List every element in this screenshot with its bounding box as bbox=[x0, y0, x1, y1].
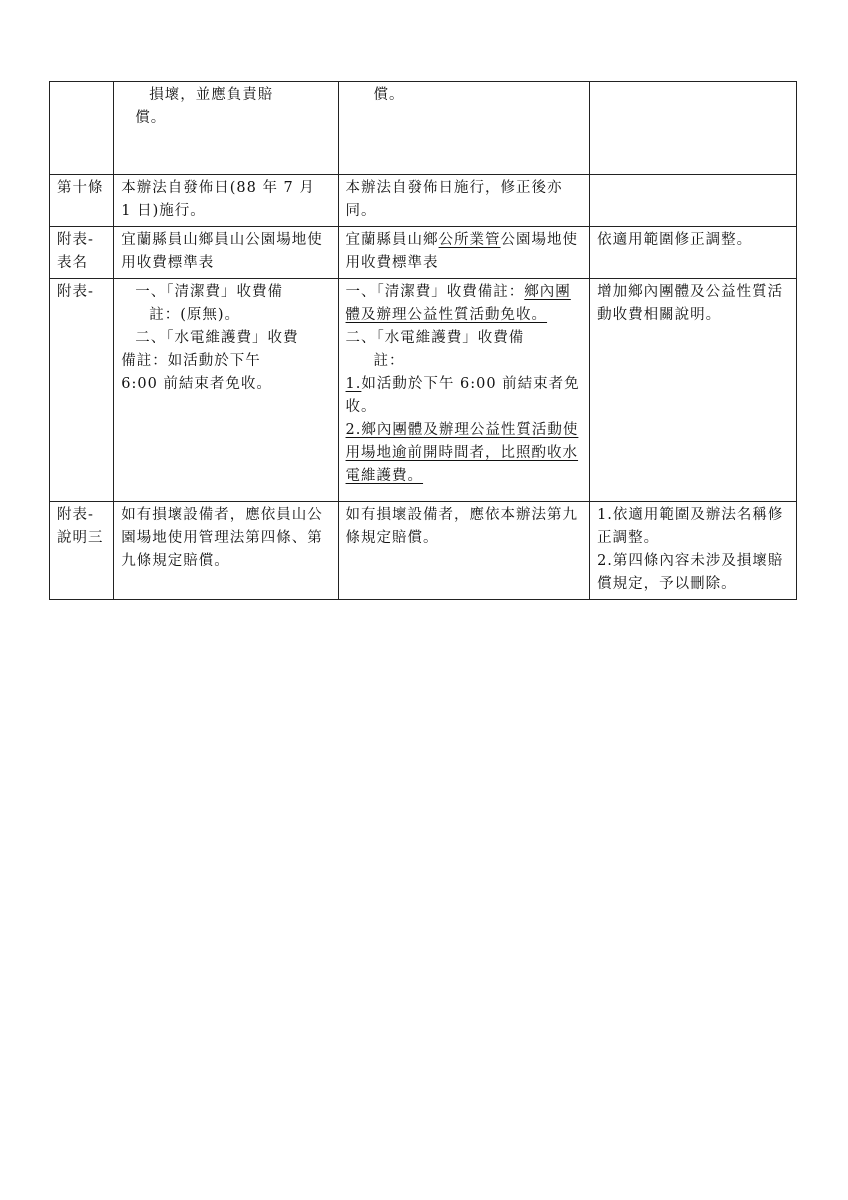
amended-text-pre: 宜蘭縣員山鄉 bbox=[345, 232, 439, 248]
article-cell bbox=[50, 82, 114, 175]
original-text-line: 6:00 前結束者免收。 bbox=[121, 376, 272, 392]
original-text-line: 二、「水電維護費」收費 bbox=[135, 330, 299, 346]
amended-item-1-prefix: 一、「清潔費」收費備註： bbox=[345, 284, 525, 300]
table-row bbox=[50, 175, 797, 227]
explanation-cell bbox=[590, 227, 797, 279]
original-text-line: 註：(原無)。 bbox=[149, 307, 241, 323]
amended-cell bbox=[338, 502, 590, 600]
original-cell bbox=[114, 279, 338, 502]
explanation-cell bbox=[590, 175, 797, 227]
amended-sub-1 bbox=[346, 373, 583, 419]
explanation-cell bbox=[590, 502, 797, 600]
original-cell bbox=[114, 227, 338, 279]
amended-cell bbox=[338, 279, 590, 502]
amended-sub-1-number: 1. bbox=[345, 376, 362, 392]
explanation-cell bbox=[590, 279, 797, 502]
original-text-line: 備註：如活動於下午 bbox=[121, 353, 261, 369]
amended-cell bbox=[338, 175, 590, 227]
article-cell bbox=[50, 175, 114, 227]
comparison-table bbox=[49, 81, 797, 600]
original-text: 宜蘭縣員山鄉員山公園場地使用收費標準表 bbox=[121, 232, 323, 271]
explanation-cell bbox=[590, 82, 797, 175]
original-cell bbox=[114, 175, 338, 227]
table-row bbox=[50, 227, 797, 279]
amended-item-1 bbox=[346, 281, 583, 327]
amended-cell bbox=[338, 82, 590, 175]
article-cell bbox=[50, 227, 114, 279]
original-text: 本辦法自發佈日(88 年 7 月 1 日)施行。 bbox=[121, 180, 315, 219]
amended-text-underlined: 公所業管 bbox=[438, 232, 501, 248]
amended-cell bbox=[338, 227, 590, 279]
amended-text: 如有損壞設備者，應依本辦法第九條規定賠償。 bbox=[345, 507, 579, 546]
amended-text-post: 公園場地使用收費標準表 bbox=[345, 232, 579, 271]
amended-item-2-line: 註： bbox=[373, 353, 405, 369]
explanation-text: 增加鄉內團體及公益性質活動收費相關說明。 bbox=[597, 284, 784, 323]
article-label: 附表-說明三 bbox=[57, 507, 104, 546]
amended-text: 償。 bbox=[373, 87, 405, 103]
original-cell bbox=[114, 82, 338, 175]
amended-item-2-line: 二、「水電維護費」收費備 bbox=[345, 330, 525, 346]
amended-sub-2: 2.鄉內團體及辦理公益性質活動使用場地逾前開時間者，比照酌收水電維護費。 bbox=[345, 422, 579, 484]
article-cell bbox=[50, 279, 114, 502]
original-text-line: 償。 bbox=[135, 110, 167, 126]
original-text-line: 一、「清潔費」收費備 bbox=[135, 284, 283, 300]
table-row bbox=[50, 82, 797, 175]
explanation-item: 2.第四條內容未涉及損壞賠償規定，予以刪除。 bbox=[597, 553, 784, 592]
article-label: 附表- bbox=[57, 284, 94, 300]
table-row bbox=[50, 279, 797, 502]
table-row bbox=[50, 502, 797, 600]
amended-item-1-underlined: 鄉內團體及辦理公益性質活動免收。 bbox=[345, 284, 571, 323]
amended-sub-1-text: 如活動於下午 6:00 前結束者免收。 bbox=[345, 376, 580, 415]
amended-text: 本辦法自發佈日施行，修正後亦同。 bbox=[345, 180, 563, 219]
explanation-text: 依適用範圍修正調整。 bbox=[597, 232, 753, 248]
article-cell bbox=[50, 502, 114, 600]
article-label: 附表-表名 bbox=[57, 232, 94, 271]
explanation-item: 1.依適用範圍及辦法名稱修正調整。 bbox=[597, 507, 784, 546]
original-text-line: 損壞，並應負責賠 bbox=[149, 87, 274, 103]
original-text: 如有損壞設備者，應依員山公園場地使用管理法第四條、第九條規定賠償。 bbox=[121, 507, 323, 569]
original-cell bbox=[114, 502, 338, 600]
article-label: 第十條 bbox=[57, 180, 104, 196]
